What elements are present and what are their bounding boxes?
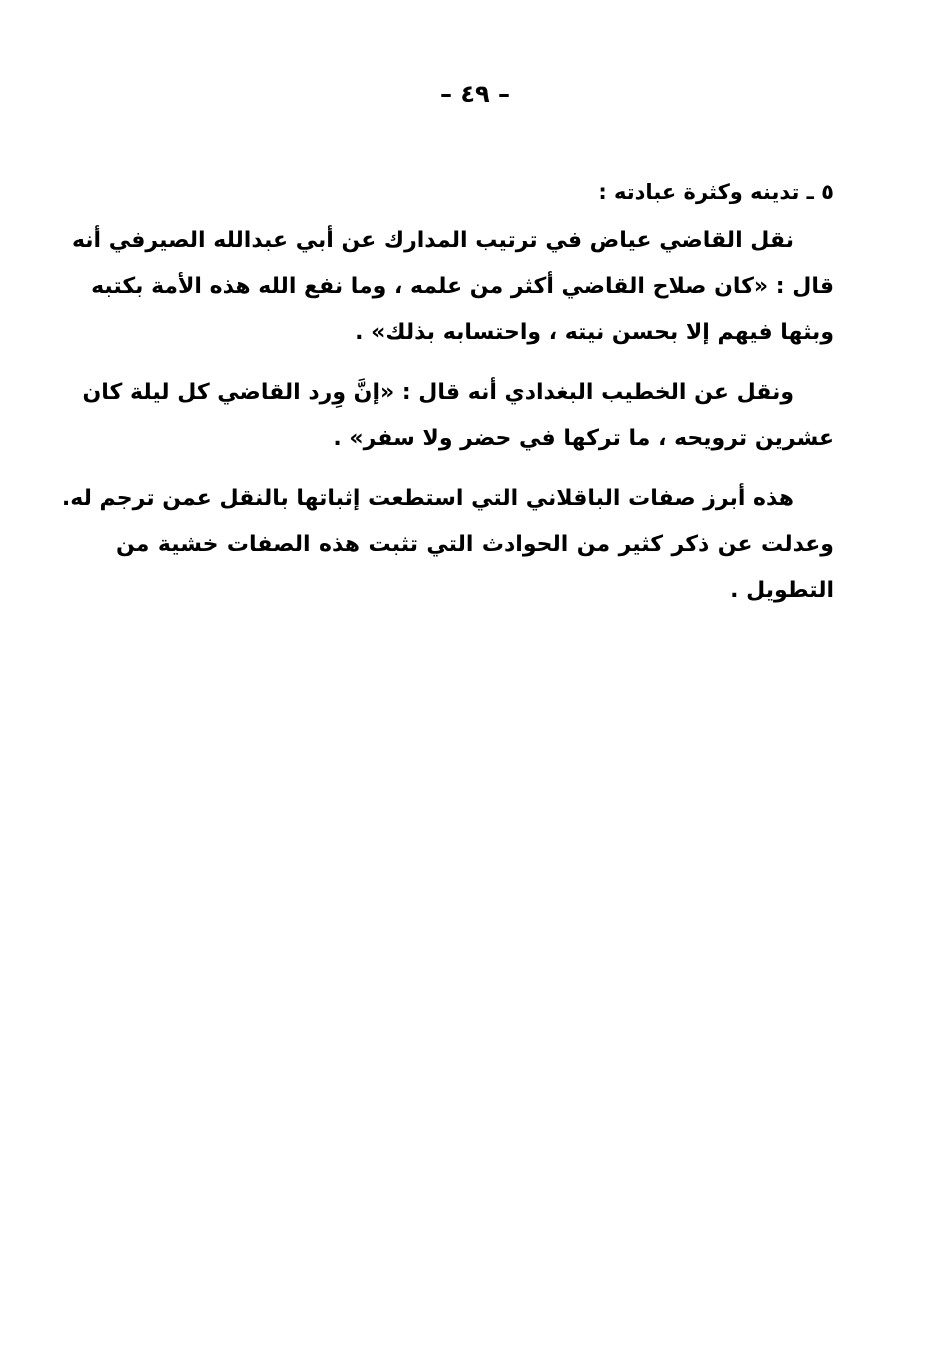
paragraph-line: وعدلت عن ذكر كثير من الحوادث التي تثبت هذه الصفات خشية من [116, 532, 834, 557]
paragraph-line: وبثها فيهم إلا بحسن نيته ، واحتسابه بذلك» . [355, 320, 834, 345]
paragraph-3 [61, 486, 834, 624]
paragraph-line: التطويل . [730, 578, 834, 603]
paragraph-line: عشرين ترويحه ، ما تركها في حضر ولا سفر» . [333, 426, 834, 451]
paragraph-line: نقل القاضي عياض في ترتيب المدارك عن أبي عبدالله الصيرفي أنه [71, 228, 794, 253]
paragraph-2 [82, 380, 834, 472]
page-number: – ٤٩ – [439, 80, 510, 108]
paragraph-line: هذه أبرز صفات الباقلاني التي استطعت إثباتها بالنقل عمن ترجم له. [61, 486, 794, 511]
page-body [61, 170, 834, 624]
section-heading: ٥ ـ تدينه وكثرة عبادته : [598, 180, 834, 204]
paragraph-line: ونقل عن الخطيب البغدادي أنه قال : «إنَّ وِرد القاضي كل ليلة كان [82, 380, 794, 405]
paragraph-line: قال : «كان صلاح القاضي أكثر من علمه ، وما نفع الله هذه الأمة بكتبه [91, 274, 834, 299]
paragraph-1 [71, 228, 834, 366]
